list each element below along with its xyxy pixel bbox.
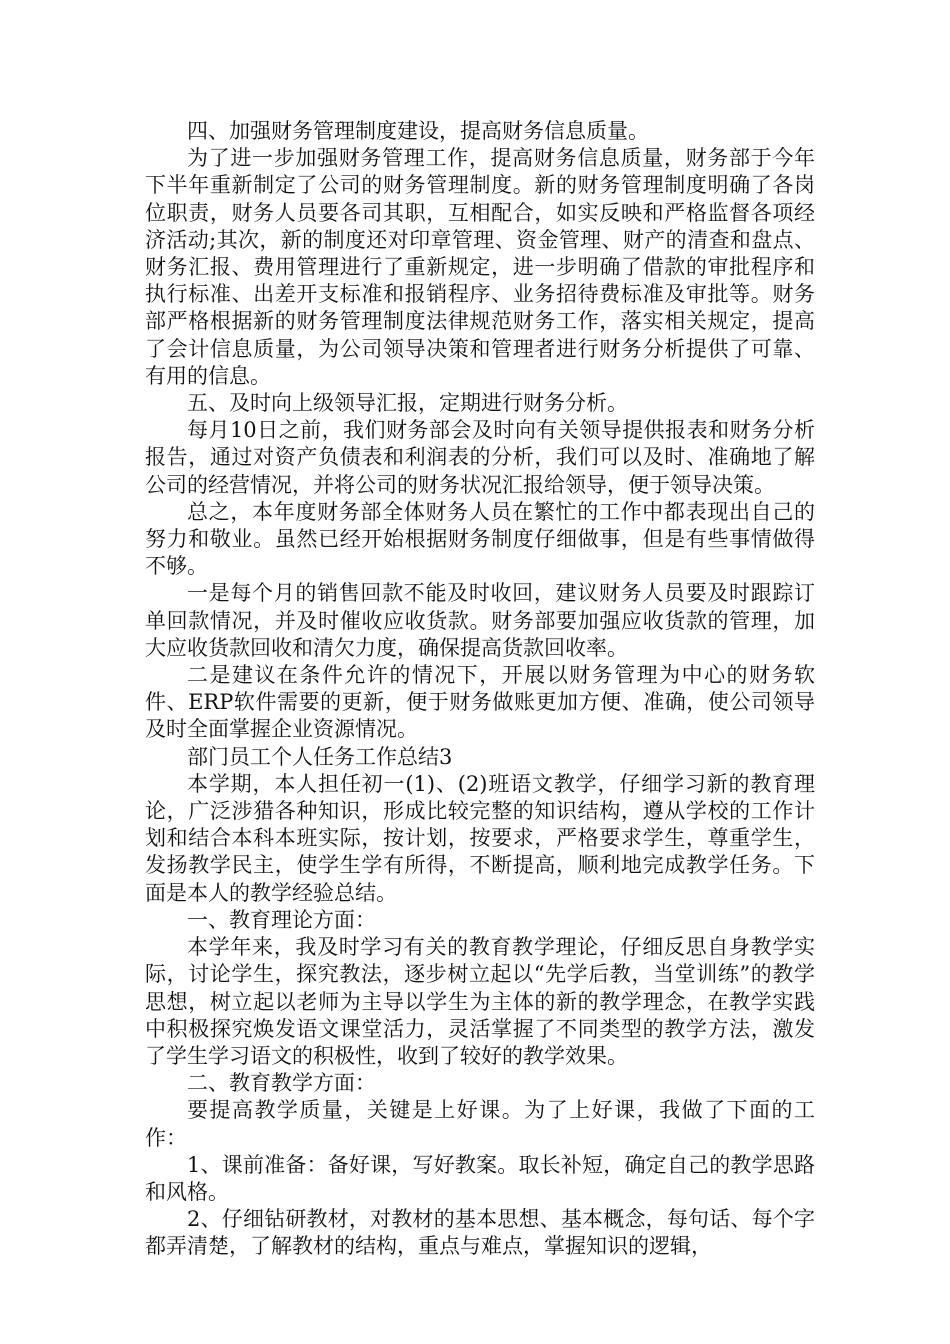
- paragraph-issue-two: 二是建议在条件允许的情况下，开展以财务管理为中心的财务软件、ERP软件需要的更新，便于财务做账更加方便、准确，使公司领导及时全面掌握企业资源情况。: [145, 663, 815, 742]
- document-page: [145, 118, 815, 1261]
- paragraph-summary: 总之，本年度财务部全体财务人员在繁忙的工作中都表现出自己的努力和敬业。虽然已经开始根据财务制度仔细做事，但是有些事情做得不够。: [145, 499, 815, 579]
- paragraph-issue-one: 一是每个月的销售回款不能及时收回，建议财务人员要及时跟踪订单回款情况，并及时催收应收货款。财务部要加强应收货款的管理，加大应收货款回收和清欠力度，确保提高货款回收率。: [145, 581, 815, 660]
- section-title: 部门员工个人任务工作总结3: [187, 744, 453, 769]
- heading-finance-system: 四、加强财务管理制度建设，提高财务信息质量。: [187, 119, 649, 143]
- paragraph-finance-system: 为了进一步加强财务管理工作，提高财务信息质量，财务部于今年下半年重新制定了公司的财务管理制度。新的财务管理制度明确了各岗位职责，财务人员要各司其职，互相配合，如实反映和严格监督各项经济活动;其次，新的制度还对印章管理、资金管理、财产的清查和盘点、财务汇报、费用管理进行了重新规定，进一步明确了借款的审批程序和执行标准、出差开支标准和报销程序、业务招待费标准及审批等。财务部严格根据新的财务管理制度法律规范财务工作，落实相关规定，提高了会计信息质量，为公司领导决策和管理者进行财务分析提供了可靠、有用的信息。: [145, 146, 815, 388]
- paragraph-textbook-study: 2、仔细钻研教材，对教材的基本思想、基本概念，每句话、每个字都弄清楚，了解教材的结构，重点与难点，掌握知识的逻辑，: [145, 1207, 815, 1259]
- paragraph-teaching: 要提高教学质量，关键是上好课。为了上好课，我做了下面的工作：: [145, 1098, 815, 1150]
- paragraph-teaching-intro: 本学期，本人担任初一(1)、(2)班语文教学，仔细学习新的教育理论，广泛涉猎各种知识，形成比较完整的知识结构，遵从学校的工作计划和结合本科本班实际，按计划，按要求，严格要求学生，尊重学生，发扬教学民主，使学生学有所得，不断提高，顺利地完成教学任务。下面是本人的教学经验总结。: [145, 771, 815, 905]
- paragraph-report-analysis: 每月10日之前，我们财务部会及时向有关领导提供报表和财务分析报告，通过对资产负债表和利润表的分析，我们可以及时、准确地了解公司的经营情况，并将公司的财务状况汇报给领导，便于领导决策。: [145, 418, 815, 497]
- heading-teaching: 二、教育教学方面：: [187, 1071, 376, 1096]
- heading-theory: 一、教育理论方面：: [187, 907, 376, 932]
- paragraph-preparation: 1、课前准备：备好课，写好教案。取长补短，确定自己的教学思路和风格。: [145, 1152, 815, 1204]
- paragraph-theory: 本学年来，我及时学习有关的教育教学理论，仔细反思自身教学实际，讨论学生，探究教法，逐步树立起以“先学后教，当堂训练”的教学思想，树立起以老师为主导以学生为主体的新的教学理念，在教学实践中积极探究焕发语文课堂活力，灵活掌握了不同类型的教学方法，激发了学生学习语文的积极性，收到了较好的教学效果。: [145, 935, 815, 1068]
- heading-report-analysis: 五、及时向上级领导汇报，定期进行财务分析。: [187, 391, 628, 416]
